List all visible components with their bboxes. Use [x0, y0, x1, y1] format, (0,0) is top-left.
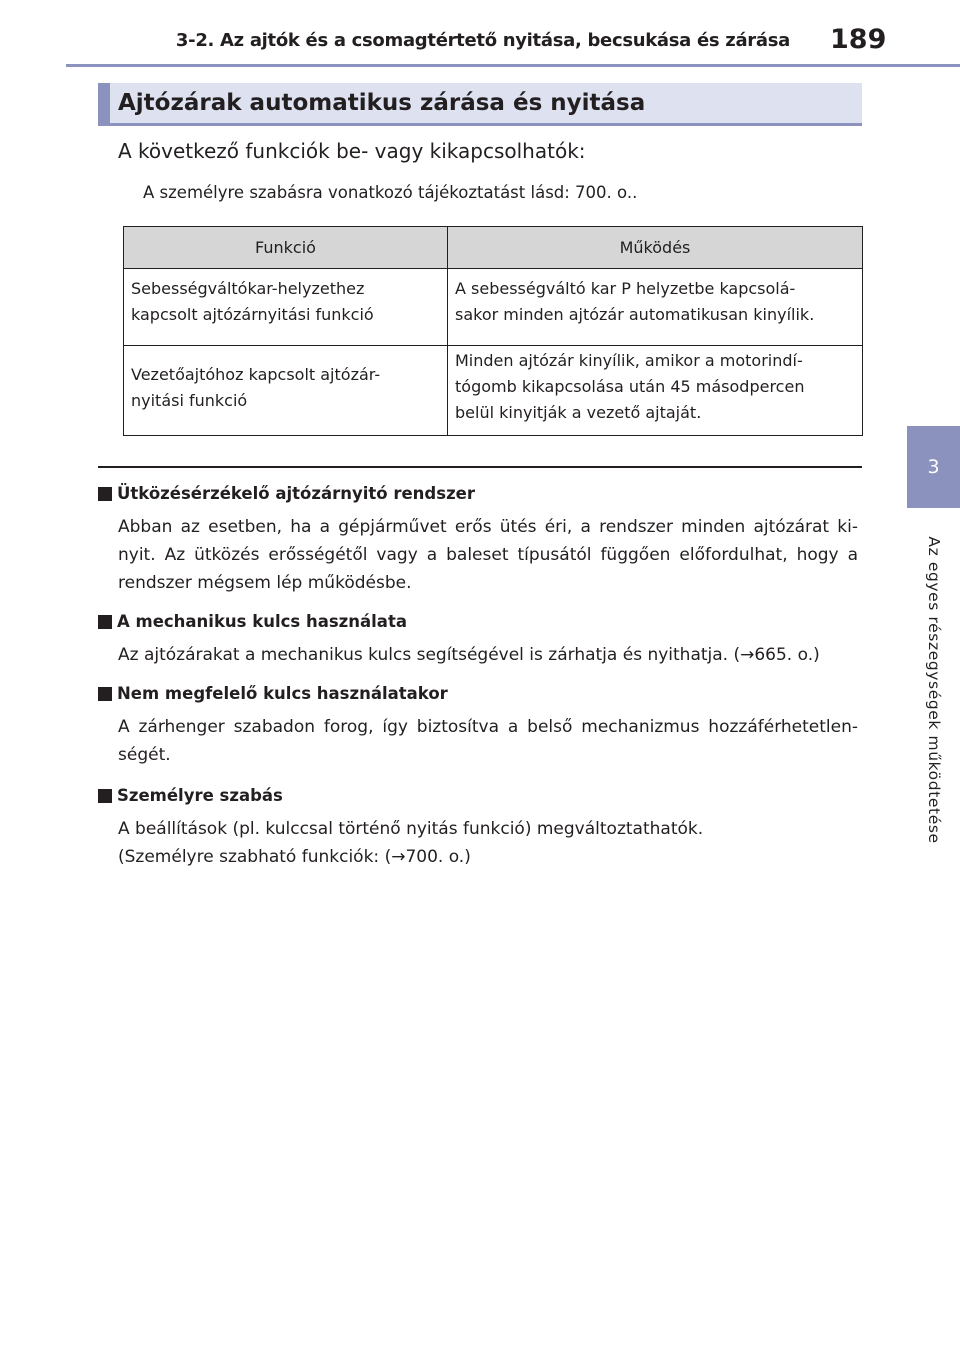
table-row	[124, 269, 863, 346]
cell-line: nyitási funkció	[131, 391, 248, 410]
item-body-line: (Személyre szabható funkciók: (→700. o.)	[118, 847, 471, 867]
cell-line: tógomb kikapcsolása után 45 másodpercen	[455, 377, 805, 396]
cell-line: A sebességváltó kar P helyzetbe kapcsolá-	[455, 279, 796, 298]
header-rule	[66, 64, 960, 67]
info-item-crash-unlock	[98, 484, 858, 597]
table-header-function: Funkció	[124, 227, 448, 269]
page-number: 189	[830, 24, 887, 55]
section-divider	[98, 466, 862, 468]
item-heading-text: Nem megfelelő kulcs használatakor	[117, 684, 448, 703]
item-body	[118, 815, 858, 871]
item-body-line: A beállítások (pl. kulccsal történő nyitás funkció) megváltoztathatók.	[118, 819, 704, 839]
info-item-mechanical-key	[98, 612, 858, 669]
table-cell-function	[124, 346, 448, 436]
item-body: A zárhenger szabadon forog, így biztosítva a belső mechanizmus hozzáférhetetlen-ségét.	[118, 717, 858, 765]
cell-line: Vezetőajtóhoz kapcsolt ajtózár-	[131, 365, 381, 384]
cell-line: Sebességváltókar-helyzethez	[131, 279, 365, 298]
chapter-tab	[907, 426, 960, 508]
square-bullet-icon	[98, 615, 112, 629]
item-heading-text: A mechanikus kulcs használata	[117, 612, 407, 631]
table-header-row	[124, 227, 863, 269]
cell-line: belül kinyitják a vezető ajtaját.	[455, 403, 702, 422]
cell-line: kapcsolt ajtózárnyitási funkció	[131, 305, 374, 324]
section-intro: A következő funkciók be- vagy kikapcsolhatók:	[118, 139, 586, 163]
item-heading	[98, 684, 858, 703]
table-cell-operation	[448, 269, 863, 346]
running-header-title: 3-2. Az ajtók és a csomagtértető nyitása, becsukása és zárása	[175, 30, 790, 51]
item-heading	[98, 786, 858, 805]
table-cell-operation	[448, 346, 863, 436]
item-heading	[98, 612, 858, 631]
table-header-operation: Működés	[448, 227, 863, 269]
chapter-number: 3	[927, 456, 940, 478]
item-heading	[98, 484, 858, 503]
info-item-wrong-key	[98, 684, 858, 769]
item-body: Abban az esetben, ha a gépjárművet erős ütés éri, a rendszer minden ajtózárat ki-nyit. Az ütközés erősségétől vagy a baleset típusától függően előfordulhat, hogy a rendszer mégsem lép működésbe.	[118, 517, 858, 593]
square-bullet-icon	[98, 487, 112, 501]
cell-line: Minden ajtózár kinyílik, amikor a motorindí-	[455, 351, 803, 370]
item-heading-text: Ütközésérzékelő ajtózárnyitó rendszer	[117, 484, 475, 503]
info-item-customization	[98, 786, 858, 871]
table-cell-function	[124, 269, 448, 346]
square-bullet-icon	[98, 789, 112, 803]
chapter-title-vertical: Az egyes részegységek működtetése	[925, 536, 943, 844]
item-body: Az ajtózárakat a mechanikus kulcs segítségével is zárhatja és nyithatja. (→665. o.)	[118, 645, 820, 665]
item-heading-text: Személyre szabás	[117, 786, 283, 805]
function-table	[123, 226, 863, 436]
section-heading: Ajtózárak automatikus zárása és nyitása	[98, 83, 862, 126]
cell-line: sakor minden ajtózár automatikusan kinyílik.	[455, 305, 815, 324]
table-row	[124, 346, 863, 436]
square-bullet-icon	[98, 687, 112, 701]
customization-note: A személyre szabásra vonatkozó tájékoztatást lásd: 700. o..	[143, 183, 638, 202]
